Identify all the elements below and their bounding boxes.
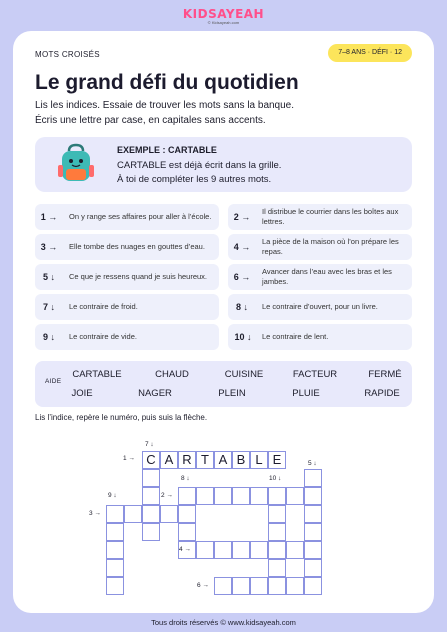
clue-number: 1 →: [40, 212, 58, 222]
word-bank-word: FACTEUR: [292, 369, 338, 380]
intro-text: [35, 99, 294, 128]
grid-clue-marker: 4 →: [179, 546, 191, 553]
clue-number: 3 →: [40, 242, 58, 252]
grid-cell-given[interactable]: C: [142, 451, 160, 469]
grid-cell[interactable]: [304, 505, 322, 523]
grid-cell-given[interactable]: E: [268, 451, 286, 469]
grid-cell-given[interactable]: A: [214, 451, 232, 469]
grid-cell[interactable]: [232, 577, 250, 595]
clue-card: [35, 234, 219, 260]
grid-cell[interactable]: [196, 541, 214, 559]
grid-clue-marker: 7 ↓: [145, 441, 154, 448]
grid-cell[interactable]: [196, 487, 214, 505]
grid-cell[interactable]: [268, 487, 286, 505]
grid-cell[interactable]: [268, 505, 286, 523]
clue-text: Le contraire de froid.: [69, 302, 138, 311]
grid-cell[interactable]: [142, 523, 160, 541]
grid-cell[interactable]: [178, 487, 196, 505]
clue-card: [35, 294, 219, 320]
clue-number: 4 →: [233, 242, 251, 252]
grid-clue-marker: 3 →: [89, 510, 101, 517]
clue-card: [228, 234, 412, 260]
example-line: À toi de compléter les 9 autres mots.: [117, 174, 272, 185]
grid-cell[interactable]: [160, 505, 178, 523]
clue-number: 9 ↓: [42, 332, 55, 342]
grid-cell[interactable]: [286, 487, 304, 505]
clue-number: 6 →: [233, 272, 251, 282]
clue-text: La pièce de la maison où l’on prépare les repas.: [262, 237, 399, 256]
grid-cell[interactable]: [106, 505, 124, 523]
grid-cell[interactable]: [304, 559, 322, 577]
word-bank-word: PLUIE: [292, 388, 320, 399]
clue-text: Avancer dans l’eau avec les bras et les jambes.: [262, 267, 392, 286]
grid-cell[interactable]: [106, 559, 124, 577]
grid-clue-marker: 1 →: [123, 455, 135, 462]
clue-card: [228, 294, 412, 320]
clue-card: [35, 204, 219, 230]
level-badge: 7–8 ANS · DÉFI · 12: [328, 44, 412, 62]
word-bank-word: FERMÉ: [368, 369, 402, 380]
grid-cell[interactable]: [250, 577, 268, 595]
clue-card: [228, 264, 412, 290]
grid-cell[interactable]: [214, 487, 232, 505]
brand-tagline: © Kidsayeah.com: [207, 20, 240, 25]
intro-line: Écris une lettre par case, en capitales sans accents.: [35, 114, 266, 126]
grid-cell[interactable]: [304, 469, 322, 487]
grid-cell[interactable]: [286, 541, 304, 559]
grid-cell[interactable]: [142, 487, 160, 505]
grid-cell[interactable]: [142, 469, 160, 487]
clue-text: Le contraire de lent.: [262, 332, 329, 341]
intro-line: Lis les indices. Essaie de trouver les mots sans la banque.: [35, 100, 295, 111]
brand-name: KIDSAYEAH: [182, 7, 265, 21]
clue-card: [228, 204, 412, 230]
page-title: Le grand défi du quotidien: [35, 71, 299, 94]
grid-cell-given[interactable]: B: [232, 451, 250, 469]
grid-cell-given[interactable]: A: [160, 451, 178, 469]
word-bank-word: CHAUD: [155, 369, 189, 380]
clue-text: Le contraire de vide.: [69, 332, 137, 341]
grid-cell[interactable]: [106, 541, 124, 559]
clue-text: On y range ses affaires pour aller à l’école.: [69, 212, 212, 221]
grid-cell[interactable]: [268, 577, 286, 595]
clue-card: [35, 264, 219, 290]
clue-text: Le contraire d’ouvert, pour un livre.: [262, 302, 378, 311]
clue-number: 8 ↓: [235, 302, 248, 312]
grid-cell[interactable]: [124, 505, 142, 523]
clue-card: [35, 324, 219, 350]
section-label: MOTS CROISÉS: [35, 50, 100, 59]
word-bank-word: RAPIDE: [364, 388, 400, 399]
clue-text: Ce que je ressens quand je suis heureux.: [69, 272, 208, 281]
grid-cell[interactable]: [250, 541, 268, 559]
example-title: EXEMPLE : CARTABLE: [117, 145, 217, 155]
clue-number: 5 ↓: [42, 272, 55, 282]
word-bank-word: CARTABLE: [72, 369, 122, 380]
brand-logo: [0, 7, 447, 25]
word-bank-word: NAGER: [138, 388, 172, 399]
grid-cell-given[interactable]: L: [250, 451, 268, 469]
grid-cell-given[interactable]: T: [196, 451, 214, 469]
grid-cell-given[interactable]: R: [178, 451, 196, 469]
grid-clue-marker: 8 ↓: [181, 475, 190, 482]
footer-copyright: Tous droits réservés © www.kidsayeah.com: [151, 618, 296, 627]
grid-cell[interactable]: [214, 541, 232, 559]
grid-cell[interactable]: [286, 577, 304, 595]
grid-cell[interactable]: [232, 541, 250, 559]
instruction-text: Lis l’indice, repère le numéro, puis suis la flèche.: [35, 413, 208, 422]
grid-cell[interactable]: [304, 577, 322, 595]
grid-cell[interactable]: [106, 577, 124, 595]
grid-cell[interactable]: [106, 523, 124, 541]
grid-cell[interactable]: [304, 487, 322, 505]
grid-cell[interactable]: [142, 505, 160, 523]
clue-text: Il distribue le courrier dans les boîtes aux lettres.: [262, 207, 399, 226]
grid-cell[interactable]: [268, 541, 286, 559]
worksheet: [13, 31, 434, 613]
example-line: CARTABLE est déjà écrit dans la grille.: [117, 160, 282, 171]
grid-cell[interactable]: [304, 523, 322, 541]
word-bank-label: AIDE: [45, 378, 62, 385]
grid-cell[interactable]: [268, 559, 286, 577]
grid-cell[interactable]: [178, 523, 196, 541]
grid-cell[interactable]: [178, 505, 196, 523]
word-bank-word: CUISINE: [224, 369, 264, 380]
word-bank-word: PLEIN: [218, 388, 246, 399]
grid-clue-marker: 6 →: [197, 582, 209, 589]
grid-cell[interactable]: [250, 487, 268, 505]
backpack-icon: [57, 143, 95, 185]
clue-text: Elle tombe des nuages en gouttes d’eau.: [69, 242, 205, 251]
grid-cell[interactable]: [304, 541, 322, 559]
word-bank: [35, 361, 412, 407]
grid-clue-marker: 5 ↓: [308, 460, 317, 467]
grid-cell[interactable]: [214, 577, 232, 595]
clue-number: 10 ↓: [234, 332, 252, 342]
grid-clue-marker: 10 ↓: [269, 475, 282, 482]
clue-number: 2 →: [233, 212, 251, 222]
clue-number: 7 ↓: [42, 302, 55, 312]
clue-card: [228, 324, 412, 350]
grid-cell[interactable]: [268, 523, 286, 541]
grid-clue-marker: 2 →: [161, 492, 173, 499]
word-bank-word: JOIE: [71, 388, 93, 399]
example-box: [35, 137, 412, 192]
grid-clue-marker: 9 ↓: [108, 492, 117, 499]
grid-cell[interactable]: [232, 487, 250, 505]
